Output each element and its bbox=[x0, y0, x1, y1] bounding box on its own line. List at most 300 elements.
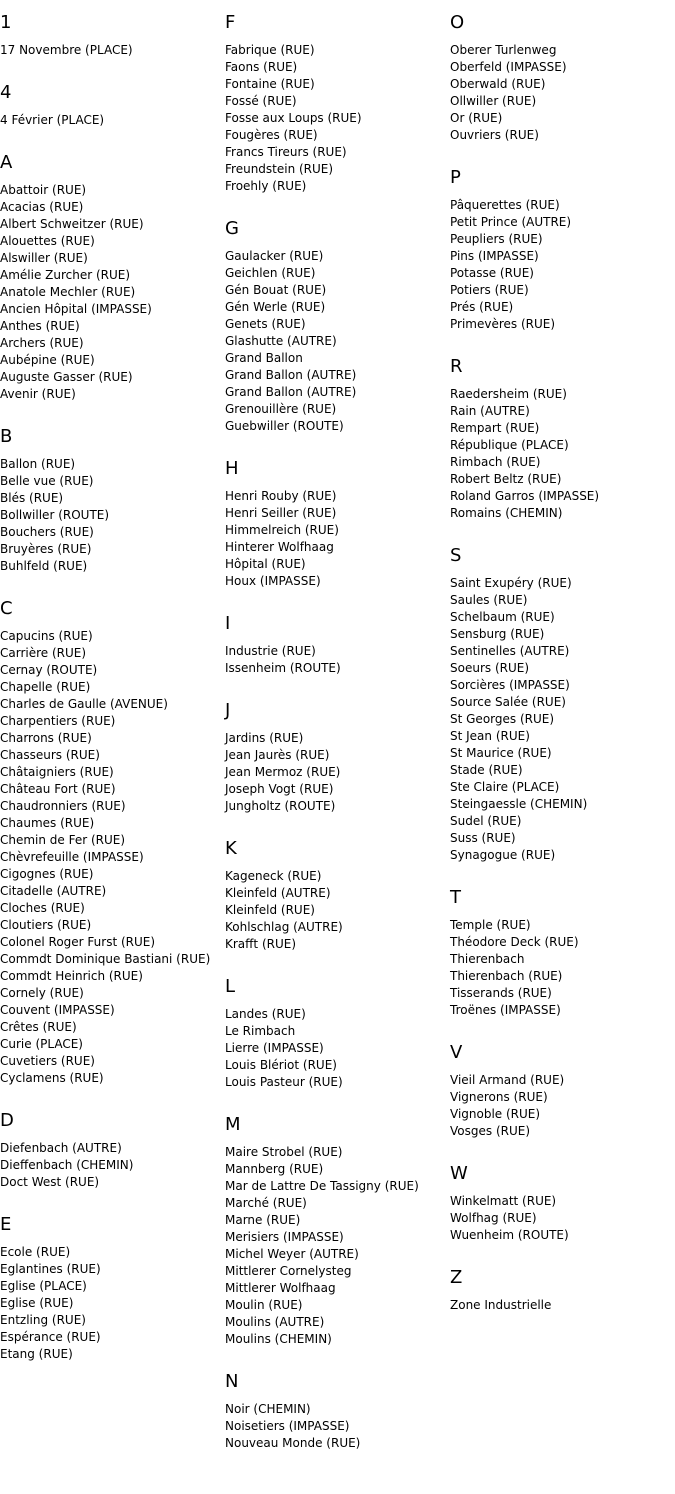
street-list-item bbox=[225, 1401, 450, 1418]
street-link[interactable]: Gén Werle (RUE) bbox=[225, 300, 326, 314]
street-list-item bbox=[0, 628, 225, 645]
street-list-item bbox=[0, 883, 225, 900]
street-list-item bbox=[225, 730, 450, 747]
street-list-item bbox=[450, 728, 675, 745]
street-list-item bbox=[225, 1006, 450, 1023]
street-link[interactable]: Grand Ballon (AUTRE) bbox=[225, 368, 357, 382]
street-link[interactable]: Ballon (RUE) bbox=[0, 457, 76, 471]
street-list-item bbox=[450, 830, 675, 847]
street-link[interactable]: Vosges (RUE) bbox=[450, 1124, 531, 1138]
street-list-item bbox=[225, 316, 450, 333]
street-link[interactable]: République (PLACE) bbox=[450, 438, 569, 452]
street-link[interactable]: Citadelle (AUTRE) bbox=[0, 884, 107, 898]
street-list-item bbox=[0, 1312, 225, 1329]
street-list-item bbox=[450, 934, 675, 951]
street-link[interactable]: Source Salée (RUE) bbox=[450, 695, 566, 709]
street-link[interactable]: Rimbach (RUE) bbox=[450, 455, 541, 469]
street-list-item bbox=[450, 1193, 675, 1210]
street-link[interactable]: Cornely (RUE) bbox=[0, 986, 84, 1000]
street-list bbox=[225, 730, 450, 815]
letter-group bbox=[0, 82, 225, 129]
street-list-item bbox=[0, 318, 225, 335]
street-list-item bbox=[225, 798, 450, 815]
street-link[interactable]: Bruyères (RUE) bbox=[0, 542, 92, 556]
street-list-item bbox=[225, 282, 450, 299]
street-link[interactable]: Curie (PLACE) bbox=[0, 1037, 83, 1051]
street-link[interactable]: 4 Février (PLACE) bbox=[0, 113, 105, 127]
street-list-item bbox=[450, 626, 675, 643]
street-link[interactable]: Charles de Gaulle (AVENUE) bbox=[0, 697, 168, 711]
street-list-item bbox=[0, 1070, 225, 1087]
letter-group bbox=[225, 838, 450, 953]
street-link[interactable]: Schelbaum (RUE) bbox=[450, 610, 555, 624]
street-link[interactable]: Kohlschlag (AUTRE) bbox=[225, 920, 343, 934]
street-link[interactable]: Alouettes (RUE) bbox=[0, 234, 95, 248]
street-link[interactable]: Noisetiers (IMPASSE) bbox=[225, 1419, 350, 1433]
street-link[interactable]: Jean Jaurès (RUE) bbox=[225, 748, 330, 762]
street-link[interactable]: Romains (CHEMIN) bbox=[450, 506, 563, 520]
street-link[interactable]: Vignoble (RUE) bbox=[450, 1107, 541, 1121]
street-list-item bbox=[450, 796, 675, 813]
street-link[interactable]: Steingaessle (CHEMIN) bbox=[450, 797, 588, 811]
street-link[interactable]: Albert Schweitzer (RUE) bbox=[0, 217, 144, 231]
street-list-item bbox=[450, 93, 675, 110]
street-link[interactable]: Théodore Deck (RUE) bbox=[450, 935, 579, 949]
street-link[interactable]: Guebwiller (ROUTE) bbox=[225, 419, 344, 433]
street-link[interactable]: Vignerons (RUE) bbox=[450, 1090, 548, 1104]
street-link[interactable]: Winkelmatt (RUE) bbox=[450, 1194, 557, 1208]
street-link[interactable]: Le Rimbach bbox=[225, 1024, 296, 1038]
street-link[interactable]: Michel Weyer (AUTRE) bbox=[225, 1247, 359, 1261]
street-list-item bbox=[225, 1435, 450, 1452]
street-link[interactable]: Cuvetiers (RUE) bbox=[0, 1054, 95, 1068]
street-link[interactable]: St Jean (RUE) bbox=[450, 729, 530, 743]
letter-heading: F bbox=[225, 12, 236, 33]
letter-group bbox=[225, 458, 450, 590]
street-list-item bbox=[0, 713, 225, 730]
street-list-item bbox=[225, 1040, 450, 1057]
street-list-item bbox=[450, 248, 675, 265]
street-list-item bbox=[450, 386, 675, 403]
street-list-item bbox=[450, 214, 675, 231]
street-link[interactable]: Mittlerer Wolfhaag bbox=[225, 1281, 336, 1295]
street-list-item bbox=[450, 1106, 675, 1123]
street-link[interactable]: Etang (RUE) bbox=[0, 1347, 73, 1361]
street-link[interactable]: Chapelle (RUE) bbox=[0, 680, 91, 694]
street-link[interactable]: Sorcières (IMPASSE) bbox=[450, 678, 570, 692]
street-link[interactable]: Lierre (IMPASSE) bbox=[225, 1041, 324, 1055]
letter-group bbox=[225, 613, 450, 677]
street-link[interactable]: Wuenheim (ROUTE) bbox=[450, 1228, 569, 1242]
street-list-item bbox=[225, 660, 450, 677]
street-link[interactable]: Chaudronniers (RUE) bbox=[0, 799, 126, 813]
street-link[interactable]: Ecole (RUE) bbox=[0, 1245, 71, 1259]
street-link[interactable]: Dieffenbach (CHEMIN) bbox=[0, 1158, 134, 1172]
street-link[interactable]: Mar de Lattre De Tassigny (RUE) bbox=[225, 1179, 419, 1193]
street-link[interactable]: Moulin (RUE) bbox=[225, 1298, 303, 1312]
street-list bbox=[450, 917, 675, 1019]
letter-heading: B bbox=[0, 426, 13, 447]
street-link[interactable]: Rain (AUTRE) bbox=[450, 404, 530, 418]
letter-group bbox=[225, 1371, 450, 1452]
street-list-item bbox=[225, 1418, 450, 1435]
street-link[interactable]: St Georges (RUE) bbox=[450, 712, 555, 726]
street-list-item bbox=[450, 127, 675, 144]
street-link[interactable]: Wolfhag (RUE) bbox=[450, 1211, 537, 1225]
street-link[interactable]: 17 Novembre (PLACE) bbox=[0, 43, 133, 57]
letter-heading: N bbox=[225, 1371, 239, 1392]
street-link[interactable]: Thierenbach bbox=[450, 952, 525, 966]
street-list-item bbox=[0, 301, 225, 318]
street-link[interactable]: Grand Ballon bbox=[225, 351, 303, 365]
street-link[interactable]: Marché (RUE) bbox=[225, 1196, 307, 1210]
street-link[interactable]: Houx (IMPASSE) bbox=[225, 574, 321, 588]
street-link[interactable]: Archers (RUE) bbox=[0, 336, 84, 350]
letter-heading: W bbox=[450, 1163, 468, 1184]
street-list bbox=[0, 628, 225, 1087]
street-list-item bbox=[0, 1053, 225, 1070]
street-link[interactable]: Geichlen (RUE) bbox=[225, 266, 316, 280]
street-link[interactable]: Cyclamens (RUE) bbox=[0, 1071, 104, 1085]
street-link[interactable]: Faons (RUE) bbox=[225, 60, 298, 74]
street-link[interactable]: Henri Rouby (RUE) bbox=[225, 489, 337, 503]
street-link[interactable]: Bollwiller (ROUTE) bbox=[0, 508, 110, 522]
street-link[interactable]: Hôpital (RUE) bbox=[225, 557, 306, 571]
street-link[interactable]: Jungholtz (ROUTE) bbox=[225, 799, 336, 813]
street-list-item bbox=[450, 694, 675, 711]
street-link[interactable]: Entzling (RUE) bbox=[0, 1313, 86, 1327]
street-link[interactable]: Pâquerettes (RUE) bbox=[450, 198, 560, 212]
street-link[interactable]: Buhlfeld (RUE) bbox=[0, 559, 88, 573]
street-link[interactable]: Issenheim (ROUTE) bbox=[225, 661, 341, 675]
street-link[interactable]: Carrière (RUE) bbox=[0, 646, 87, 660]
street-list bbox=[225, 1006, 450, 1091]
street-list-item bbox=[450, 1002, 675, 1019]
letter-group bbox=[0, 1214, 225, 1363]
street-link[interactable]: Moulins (AUTRE) bbox=[225, 1315, 325, 1329]
street-link[interactable]: Prés (RUE) bbox=[450, 300, 514, 314]
street-list-item bbox=[0, 473, 225, 490]
street-link[interactable]: Acacias (RUE) bbox=[0, 200, 84, 214]
street-link[interactable]: Kageneck (RUE) bbox=[225, 869, 322, 883]
street-list-item bbox=[0, 951, 225, 968]
street-link[interactable]: Maire Strobel (RUE) bbox=[225, 1145, 343, 1159]
street-link[interactable]: Couvent (IMPASSE) bbox=[0, 1003, 115, 1017]
street-link[interactable]: Fontaine (RUE) bbox=[225, 77, 315, 91]
street-list-item bbox=[0, 1002, 225, 1019]
letter-heading: L bbox=[225, 976, 236, 997]
letter-group bbox=[450, 12, 675, 144]
street-link[interactable]: Auguste Gasser (RUE) bbox=[0, 370, 133, 384]
street-list-item bbox=[0, 1261, 225, 1278]
street-link[interactable]: Glashutte (AUTRE) bbox=[225, 334, 337, 348]
street-list-item bbox=[0, 696, 225, 713]
street-link[interactable]: Soeurs (RUE) bbox=[450, 661, 530, 675]
street-link[interactable]: Oberer Turlenweg bbox=[450, 43, 557, 57]
letter-heading: 1 bbox=[0, 12, 12, 33]
letter-group bbox=[450, 167, 675, 333]
street-list-item bbox=[450, 762, 675, 779]
street-link[interactable]: Eglantines (RUE) bbox=[0, 1262, 101, 1276]
street-list-item bbox=[0, 645, 225, 662]
street-list-item bbox=[225, 1023, 450, 1040]
street-link[interactable]: Potiers (RUE) bbox=[450, 283, 529, 297]
street-list-item bbox=[450, 1210, 675, 1227]
street-link[interactable]: Eglise (PLACE) bbox=[0, 1279, 87, 1293]
street-link[interactable]: Or (RUE) bbox=[450, 111, 503, 125]
street-link[interactable]: Grand Ballon (AUTRE) bbox=[225, 385, 357, 399]
street-link[interactable]: Industrie (RUE) bbox=[225, 644, 316, 658]
street-link[interactable]: Louis Blériot (RUE) bbox=[225, 1058, 337, 1072]
street-link[interactable]: Freundstein (RUE) bbox=[225, 162, 334, 176]
letter-group bbox=[450, 1042, 675, 1140]
street-link[interactable]: Capucins (RUE) bbox=[0, 629, 93, 643]
street-link[interactable]: Roland Garros (IMPASSE) bbox=[450, 489, 600, 503]
street-list-item bbox=[0, 267, 225, 284]
street-link[interactable]: Louis Pasteur (RUE) bbox=[225, 1075, 343, 1089]
street-link[interactable]: Primevères (RUE) bbox=[450, 317, 556, 331]
street-list-item bbox=[225, 401, 450, 418]
street-list-item bbox=[225, 885, 450, 902]
street-link[interactable]: Ollwiller (RUE) bbox=[450, 94, 537, 108]
street-link[interactable]: Moulins (CHEMIN) bbox=[225, 1332, 332, 1346]
street-link[interactable]: Abattoir (RUE) bbox=[0, 183, 87, 197]
letter-heading: V bbox=[450, 1042, 463, 1063]
street-link[interactable]: Mannberg (RUE) bbox=[225, 1162, 324, 1176]
street-list-item bbox=[225, 1144, 450, 1161]
street-link[interactable]: Pins (IMPASSE) bbox=[450, 249, 539, 263]
street-list-item bbox=[225, 178, 450, 195]
street-list-item bbox=[450, 110, 675, 127]
street-link[interactable]: Amélie Zurcher (RUE) bbox=[0, 268, 131, 282]
street-list-item bbox=[225, 764, 450, 781]
street-link[interactable]: Château Fort (RUE) bbox=[0, 782, 116, 796]
street-list-item bbox=[0, 541, 225, 558]
letter-group bbox=[450, 545, 675, 864]
street-link[interactable]: Crêtes (RUE) bbox=[0, 1020, 77, 1034]
letter-group bbox=[0, 12, 225, 59]
street-list-item bbox=[225, 333, 450, 350]
street-link[interactable]: Bouchers (RUE) bbox=[0, 525, 94, 539]
street-list-item bbox=[0, 456, 225, 473]
street-link[interactable]: Jardins (RUE) bbox=[225, 731, 304, 745]
street-link[interactable]: Marne (RUE) bbox=[225, 1213, 301, 1227]
street-link[interactable]: Joseph Vogt (RUE) bbox=[225, 782, 334, 796]
street-link[interactable]: Charrons (RUE) bbox=[0, 731, 92, 745]
street-link[interactable]: Nouveau Monde (RUE) bbox=[225, 1436, 361, 1450]
street-link[interactable]: Henri Seiller (RUE) bbox=[225, 506, 337, 520]
street-link[interactable]: Raedersheim (RUE) bbox=[450, 387, 567, 401]
street-link[interactable]: Thierenbach (RUE) bbox=[450, 969, 563, 983]
street-list-item bbox=[225, 93, 450, 110]
street-list-item bbox=[0, 42, 225, 59]
street-link[interactable]: Saules (RUE) bbox=[450, 593, 528, 607]
letter-heading: R bbox=[450, 356, 463, 377]
street-list bbox=[225, 42, 450, 195]
street-link[interactable]: Blés (RUE) bbox=[0, 491, 64, 505]
street-list-item bbox=[450, 197, 675, 214]
street-link[interactable]: Cloches (RUE) bbox=[0, 901, 85, 915]
street-link[interactable]: Diefenbach (AUTRE) bbox=[0, 1141, 122, 1155]
street-link[interactable]: Espérance (RUE) bbox=[0, 1330, 101, 1344]
street-link[interactable]: Cernay (ROUTE) bbox=[0, 663, 98, 677]
street-link[interactable]: Charpentiers (RUE) bbox=[0, 714, 116, 728]
letter-heading: 4 bbox=[0, 82, 12, 103]
street-link[interactable]: Krafft (RUE) bbox=[225, 937, 297, 951]
street-link[interactable]: Suss (RUE) bbox=[450, 831, 516, 845]
street-link[interactable]: Chaumes (RUE) bbox=[0, 816, 95, 830]
street-list bbox=[225, 643, 450, 677]
street-list bbox=[0, 182, 225, 403]
street-link[interactable]: Fabrique (RUE) bbox=[225, 43, 315, 57]
street-list-item bbox=[450, 745, 675, 762]
street-list-item bbox=[0, 934, 225, 951]
street-list-item bbox=[450, 677, 675, 694]
street-list bbox=[450, 1072, 675, 1140]
street-list-item bbox=[450, 454, 675, 471]
street-list-item bbox=[0, 1244, 225, 1261]
street-list-item bbox=[450, 917, 675, 934]
street-list-item bbox=[450, 437, 675, 454]
street-link[interactable]: Francs Tireurs (RUE) bbox=[225, 145, 347, 159]
street-list-item bbox=[225, 110, 450, 127]
street-link[interactable]: Petit Prince (AUTRE) bbox=[450, 215, 572, 229]
street-link[interactable]: Fougères (RUE) bbox=[225, 128, 318, 142]
street-list-item bbox=[0, 679, 225, 696]
letter-group bbox=[225, 976, 450, 1091]
street-link[interactable]: Saint Exupéry (RUE) bbox=[450, 576, 572, 590]
street-link[interactable]: Ste Claire (PLACE) bbox=[450, 780, 560, 794]
letter-heading: S bbox=[450, 545, 462, 566]
street-link[interactable]: Troënes (IMPASSE) bbox=[450, 1003, 561, 1017]
street-link[interactable]: Genets (RUE) bbox=[225, 317, 306, 331]
street-link[interactable]: Merisiers (IMPASSE) bbox=[225, 1230, 344, 1244]
street-link[interactable]: Ancien Hôpital (IMPASSE) bbox=[0, 302, 152, 316]
street-link[interactable]: Stade (RUE) bbox=[450, 763, 523, 777]
street-link[interactable]: Aubépine (RUE) bbox=[0, 353, 95, 367]
street-link[interactable]: Landes (RUE) bbox=[225, 1007, 306, 1021]
street-link[interactable]: Froehly (RUE) bbox=[225, 179, 307, 193]
letter-group bbox=[225, 218, 450, 435]
street-link[interactable]: Anthes (RUE) bbox=[0, 319, 80, 333]
index-column bbox=[450, 0, 675, 1475]
street-link[interactable]: Chèvrefeuille (IMPASSE) bbox=[0, 850, 144, 864]
street-list-item bbox=[450, 575, 675, 592]
street-link[interactable]: Sudel (RUE) bbox=[450, 814, 522, 828]
street-list-item bbox=[0, 490, 225, 507]
street-link[interactable]: Rempart (RUE) bbox=[450, 421, 540, 435]
letter-heading: P bbox=[450, 167, 461, 188]
street-link[interactable]: Chasseurs (RUE) bbox=[0, 748, 100, 762]
street-list-item bbox=[0, 1174, 225, 1191]
street-link[interactable]: Avenir (RUE) bbox=[0, 387, 76, 401]
street-link[interactable]: Oberwald (RUE) bbox=[450, 77, 546, 91]
street-link[interactable]: Mittlerer Cornelysteg bbox=[225, 1264, 352, 1278]
street-link[interactable]: Himmelreich (RUE) bbox=[225, 523, 339, 537]
street-link[interactable]: Eglise (RUE) bbox=[0, 1296, 74, 1310]
street-link[interactable]: Belle vue (RUE) bbox=[0, 474, 94, 488]
street-link[interactable]: Commdt Dominique Bastiani (RUE) bbox=[0, 952, 211, 966]
street-link[interactable]: Synagogue (RUE) bbox=[450, 848, 556, 862]
street-link[interactable]: Hinterer Wolfhaag bbox=[225, 540, 334, 554]
street-link[interactable]: Oberfeld (IMPASSE) bbox=[450, 60, 567, 74]
street-list bbox=[0, 1140, 225, 1191]
street-link[interactable]: Grenouillère (RUE) bbox=[225, 402, 337, 416]
letter-group bbox=[225, 700, 450, 815]
street-link[interactable]: Cigognes (RUE) bbox=[0, 867, 94, 881]
street-list bbox=[0, 42, 225, 59]
street-link[interactable]: Noir (CHEMIN) bbox=[225, 1402, 311, 1416]
street-link[interactable]: Temple (RUE) bbox=[450, 918, 531, 932]
street-list-item bbox=[450, 403, 675, 420]
street-link[interactable]: Tisserands (RUE) bbox=[450, 986, 552, 1000]
street-list-item bbox=[450, 488, 675, 505]
street-list-item bbox=[450, 968, 675, 985]
street-link[interactable]: Robert Beltz (RUE) bbox=[450, 472, 562, 486]
street-link[interactable]: Kleinfeld (AUTRE) bbox=[225, 886, 331, 900]
street-list-item bbox=[450, 660, 675, 677]
street-link[interactable]: Colonel Roger Furst (RUE) bbox=[0, 935, 156, 949]
street-link[interactable]: Kleinfeld (RUE) bbox=[225, 903, 315, 917]
street-list-item bbox=[0, 507, 225, 524]
street-link[interactable]: Doct West (RUE) bbox=[0, 1175, 100, 1189]
street-list-item bbox=[450, 282, 675, 299]
street-link[interactable]: Jean Mermoz (RUE) bbox=[225, 765, 341, 779]
street-link[interactable]: Chemin de Fer (RUE) bbox=[0, 833, 126, 847]
street-link[interactable]: St Maurice (RUE) bbox=[450, 746, 552, 760]
street-list-item bbox=[0, 968, 225, 985]
street-list-item bbox=[0, 832, 225, 849]
street-link[interactable]: Ouvriers (RUE) bbox=[450, 128, 539, 142]
street-link[interactable]: Anatole Mechler (RUE) bbox=[0, 285, 136, 299]
street-link[interactable]: Fossé (RUE) bbox=[225, 94, 297, 108]
street-list-item bbox=[0, 233, 225, 250]
street-list-item bbox=[450, 643, 675, 660]
street-link[interactable]: Peupliers (RUE) bbox=[450, 232, 543, 246]
street-link[interactable]: Cloutiers (RUE) bbox=[0, 918, 92, 932]
street-list bbox=[225, 1144, 450, 1348]
street-list-item bbox=[225, 1161, 450, 1178]
letter-heading: D bbox=[0, 1110, 14, 1131]
street-list bbox=[450, 1297, 675, 1314]
street-list-item bbox=[0, 900, 225, 917]
street-list-item bbox=[450, 847, 675, 864]
street-link[interactable]: Gaulacker (RUE) bbox=[225, 249, 324, 263]
street-list-item bbox=[0, 352, 225, 369]
street-list-item bbox=[450, 231, 675, 248]
street-list-item bbox=[0, 386, 225, 403]
street-list-item bbox=[225, 42, 450, 59]
street-link[interactable]: Sentinelles (AUTRE) bbox=[450, 644, 570, 658]
street-list-item bbox=[225, 781, 450, 798]
street-link[interactable]: Vieil Armand (RUE) bbox=[450, 1073, 565, 1087]
street-link[interactable]: Gén Bouat (RUE) bbox=[225, 283, 327, 297]
street-list-item bbox=[225, 539, 450, 556]
letter-heading: G bbox=[225, 218, 239, 239]
street-link[interactable]: Sensburg (RUE) bbox=[450, 627, 545, 641]
street-link[interactable]: Fosse aux Loups (RUE) bbox=[225, 111, 362, 125]
letter-group bbox=[450, 356, 675, 522]
street-link[interactable]: Alswiller (RUE) bbox=[0, 251, 88, 265]
street-link[interactable]: Zone Industrielle bbox=[450, 1298, 552, 1312]
street-list-item bbox=[0, 284, 225, 301]
street-list-item bbox=[450, 505, 675, 522]
street-link[interactable]: Châtaigniers (RUE) bbox=[0, 765, 114, 779]
street-link[interactable]: Commdt Heinrich (RUE) bbox=[0, 969, 143, 983]
street-list-item bbox=[225, 161, 450, 178]
street-list-item bbox=[450, 592, 675, 609]
street-link[interactable]: Potasse (RUE) bbox=[450, 266, 534, 280]
